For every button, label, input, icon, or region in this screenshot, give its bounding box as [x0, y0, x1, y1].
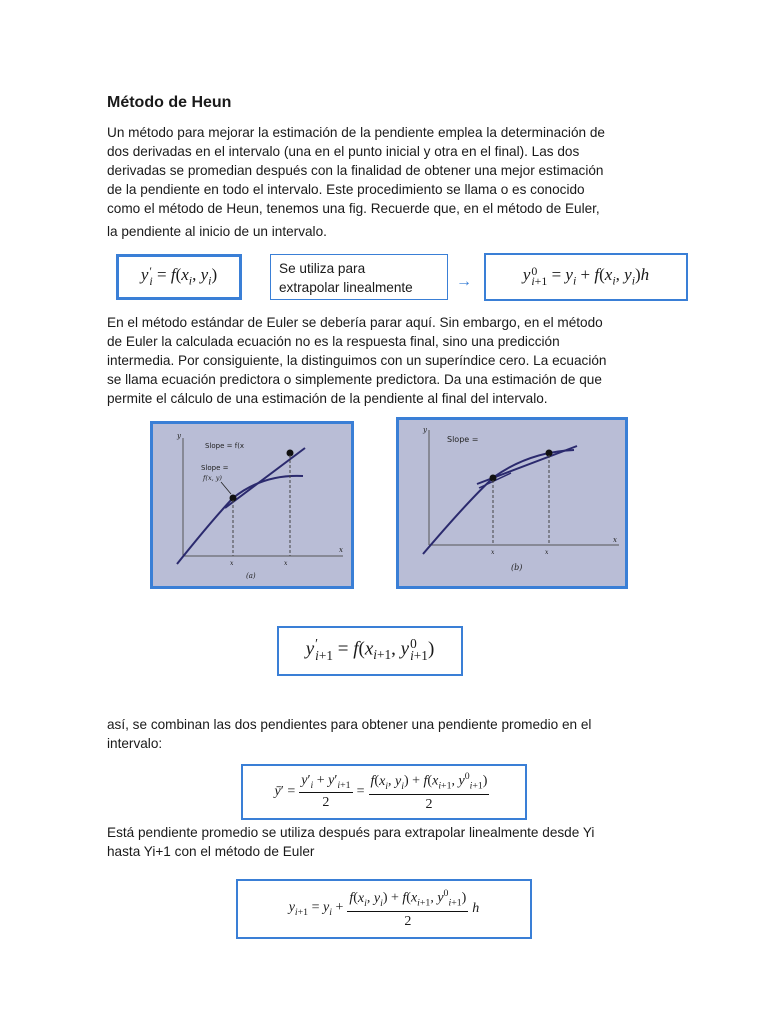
figure-b-plot — [399, 420, 625, 586]
paragraph-average — [107, 715, 667, 753]
text-line: Está pendiente promedio se utiliza después para extrapolar linealmente desde Yi — [107, 825, 595, 840]
x-axis-label: x — [613, 536, 617, 544]
figure-b — [396, 417, 628, 589]
xi1-label: x — [545, 549, 549, 556]
text-line: se llama ecuación predictora o simplemente predictora. Da una estimación de que — [107, 372, 602, 387]
text-line: la pendiente al inicio de un intervalo. — [107, 224, 327, 239]
text-line: En el método estándar de Euler se debería parar aquí. Sin embargo, en el método — [107, 315, 603, 330]
text-line: Un método para mejorar la estimación de la pendiente emplea la determinación de — [107, 125, 605, 140]
curve-line — [177, 476, 303, 564]
equation-average-slope: ȳ′ = $\frac{y'_i + y'_{i+1}}{2}$ = $\frac{f(x_i, y_i) + f(x_{i+1}, y^0_{i+1})}{2}$ — [241, 764, 527, 820]
y-axis-label: y — [423, 426, 427, 434]
text-line: derivadas se promedian después con la finalidad de obtener una mejor estimación — [107, 163, 604, 178]
text-line: de la pendiente en todo el intervalo. Este procedimiento se llama o es conocido — [107, 182, 585, 197]
equation-end-slope: y ′ i+1 = $f(x_{i+1}$, y 0 i+1 ) — [277, 626, 463, 676]
caption-a: (a) — [246, 572, 256, 580]
curve-line — [423, 450, 574, 554]
slope-average-label: Slope = — [447, 435, 479, 444]
caption-b: (b) — [511, 563, 523, 572]
text-line: así, se combinan las dos pendientes para obtener una pendiente promedio en el — [107, 717, 592, 732]
equation-corrector: $y_{i+1} = y_i$ + $\frac{f(x_i, y_i) + f(x_{i+1}, y^0_{i+1})}{2}$ h — [236, 879, 532, 939]
tangent-line — [225, 448, 305, 508]
xi-label: x — [491, 549, 495, 556]
text-line: de Euler la calculada ecuación no es la respuesta final, sino una predicción — [107, 334, 560, 349]
slope-start-label: Slope = — [201, 464, 229, 472]
figure-a — [150, 421, 354, 589]
x-axis-label: x — [339, 546, 343, 554]
equation-euler-slope: y ′ i = $f(x_i$, $y_i$) — [116, 254, 242, 300]
page-title: Método de Heun — [107, 94, 232, 111]
slope-start-fn: f(x, y) — [203, 474, 222, 482]
note-box — [270, 254, 448, 300]
text-line: permite el cálculo de una estimación de la pendiente al final del intervalo. — [107, 391, 548, 406]
text-line: dos derivadas en el intervalo (una en el punto inicial y otra en el final). Las dos — [107, 144, 580, 159]
text-line: intermedia. Por consiguiente, la distinguimos con un superíndice cero. La ecuación — [107, 353, 607, 368]
xi-label: x — [230, 560, 234, 567]
paragraph-predictor — [107, 313, 667, 408]
paragraph-intro — [107, 123, 667, 241]
xi1-label: x — [284, 560, 288, 567]
note-line: Se utiliza para — [279, 261, 366, 276]
right-arrow-icon: → — [456, 273, 472, 290]
note-line: extrapolar linealmente — [279, 280, 413, 295]
paragraph-corrector — [107, 823, 667, 861]
equation-predictor: y 0 i+1 = $y_i + f(x_i$, $y_i)h$ — [484, 253, 688, 301]
text-line: hasta Yi+1 con el método de Euler — [107, 844, 315, 859]
figure-a-plot — [153, 424, 351, 586]
y-axis-label: y — [177, 432, 181, 440]
text-line: como el método de Heun, tenemos una fig. Recuerde que, en el método de Euler, — [107, 201, 600, 216]
slope-end-label: Slope = f(x — [205, 442, 245, 450]
text-line: intervalo: — [107, 736, 163, 751]
